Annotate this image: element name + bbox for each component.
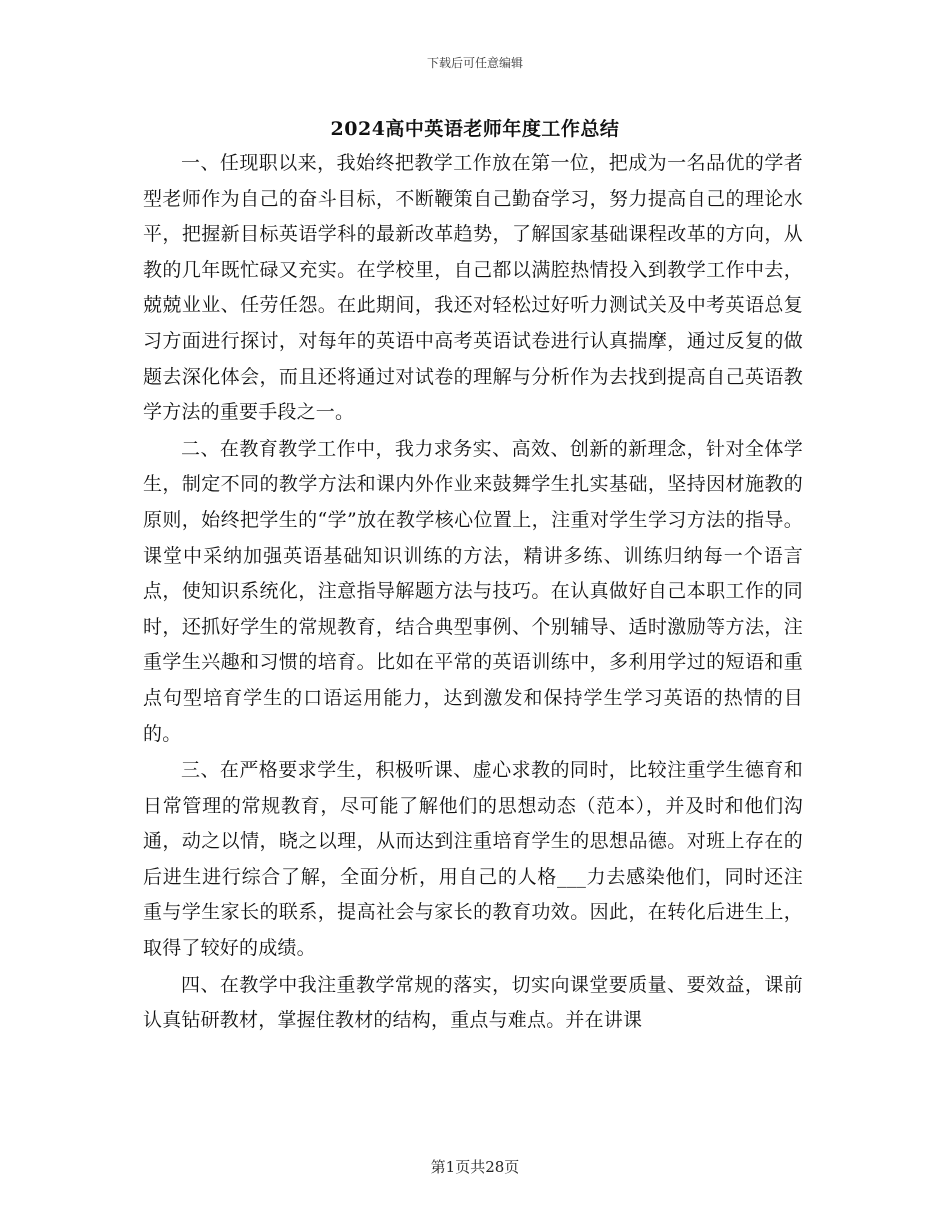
page-number-footer: 第1页共28页 (430, 1158, 520, 1176)
paragraph-3: 三、在严格要求学生，积极听课、虚心求教的同时，比较注重学生德育和日常管理的常规教育，尽可能了解他们的思想动态（范本），并及时和他们沟通，动之以情，晓之以理，从而达到注重培育学生的思想品德。对班上存在的后进生进行综合了解，全面分析，用自己的人格___力去感染他们，同时还注重与学生家长的联系，提高社会与家长的教育功效。因此，在转化后进生上，取得了较好的成绩。 (143, 759, 803, 960)
paragraph-4: 四、在教学中我注重教学常规的落实，切实向课堂要质量、要效益，课前认真钻研教材，掌握住教材的结构，重点与难点。并在讲课 (143, 973, 803, 1032)
paragraph-2: 二、在教育教学工作中，我力求务实、高效、创新的新理念，针对全体学生，制定不同的教学方法和课内外作业来鼓舞学生扎实基础，坚持因材施教的原则，始终把学生的“学”放在教学核心位置上，注重对学生学习方法的指导。课堂中采纳加强英语基础知识训练的方法，精讲多练、训练归纳每一个语言点，使知识系统化，注意指导解题方法与技巧。在认真做好自己本职工作的同时，还抓好学生的常规教育，结合典型事例、个别辅导、适时激励等方法，注重学生兴趣和习惯的培育。比如在平常的英语训练中，多利用学过的短语和重点句型培育学生的口语运用能力，达到激发和保持学生学习英语的热情的目的。 (143, 437, 803, 745)
document-body (143, 146, 803, 1039)
paragraph-1: 一、任现职以来，我始终把教学工作放在第一位，把成为一名品优的学者型老师作为自己的奋斗目标，不断鞭策自己勤奋学习，努力提高自己的理论水平，把握新目标英语学科的最新改革趋势，了解国家基础课程改革的方向，从教的几年既忙碌又充实。在学校里，自己都以满腔热情投入到教学工作中去，兢兢业业、任劳任怨。在此期间，我还对轻松过好听力测试关及中考英语总复习方面进行探讨，对每年的英语中高考英语试卷进行认真揣摩，通过反复的做题去深化体会，而且还将通过对试卷的理解与分析作为去找到提高自己英语教学方法的重要手段之一。 (143, 152, 803, 424)
page-header-note: 下载后可任意编辑 (426, 56, 523, 70)
document-title: 2024高中英语老师年度工作总结 (330, 118, 620, 140)
